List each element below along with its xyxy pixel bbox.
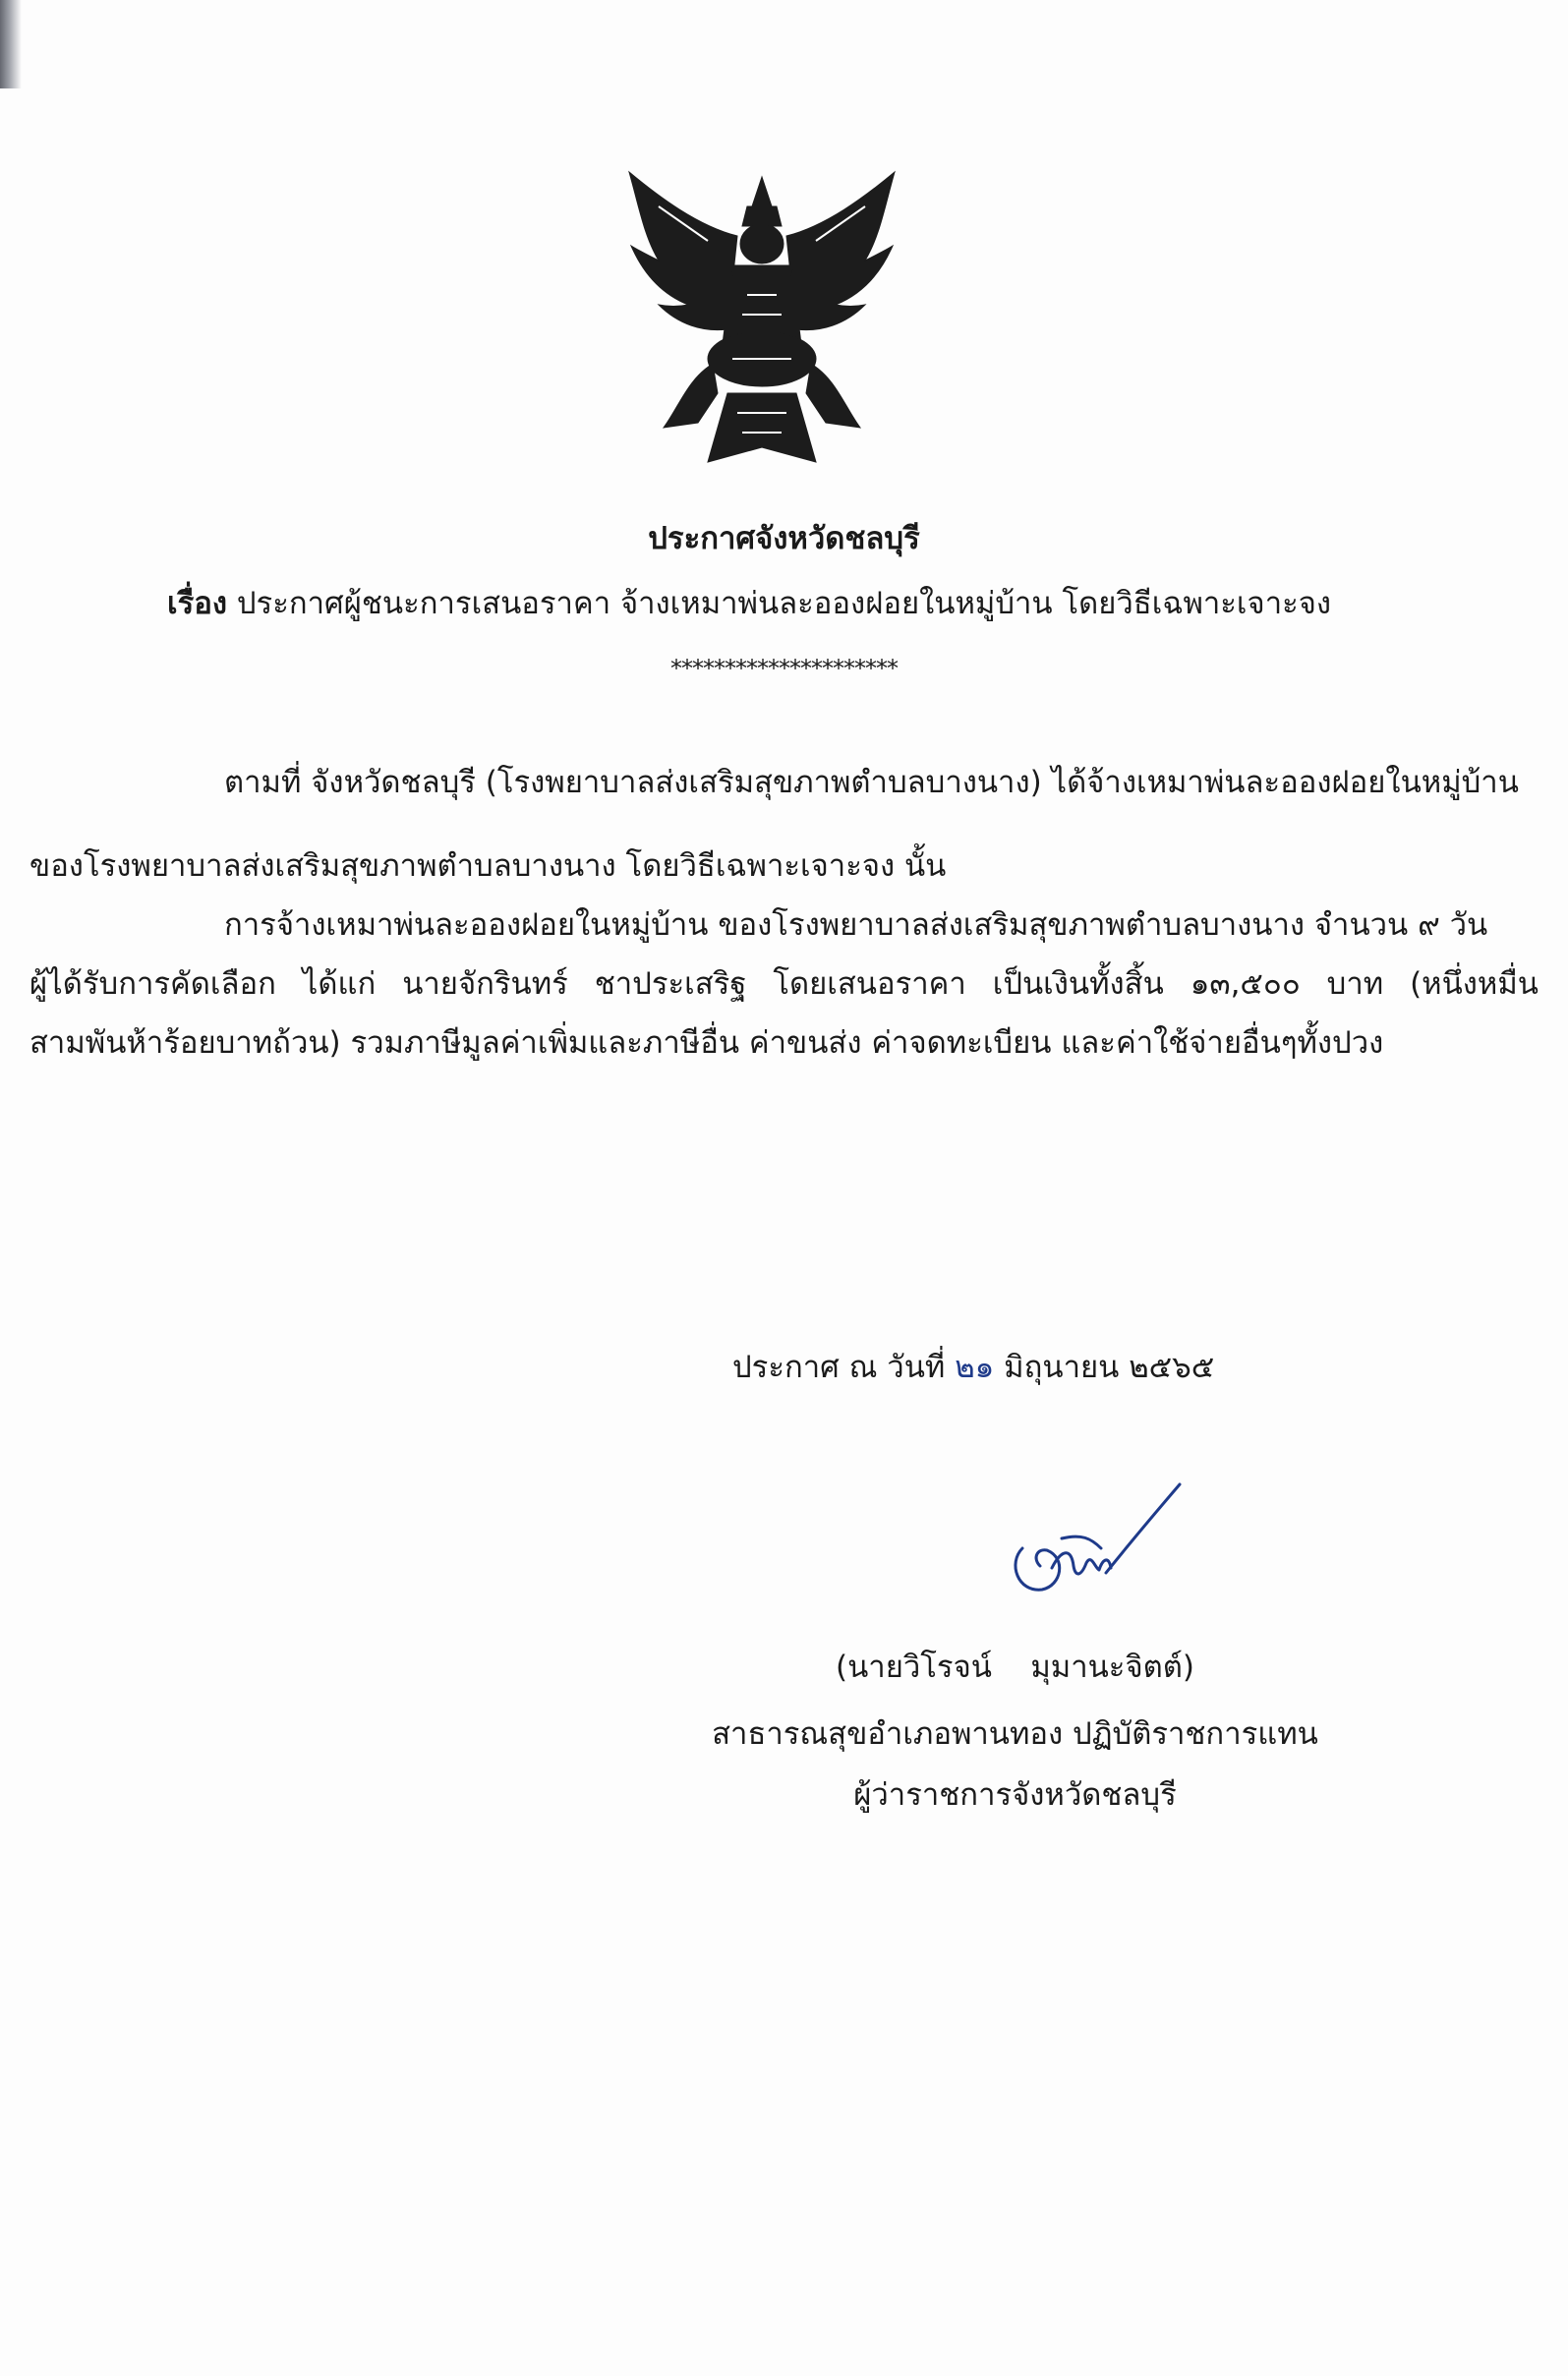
subject-text: ประกาศผู้ชนะการเสนอราคา จ้างเหมาพ่นละอองฝอยในหมู่บ้าน โดยวิธีเฉพาะเจาะจง [227,586,1332,621]
paragraph1-line2: ของโรงพยาบาลส่งเสริมสุขภาพตำบลบางนาง โดยวิธีเฉพาะเจาะจง นั้น [29,848,947,884]
announcement-day: ๒๑ [955,1350,995,1385]
scan-edge-shadow [0,0,22,88]
signatory-position-line1: สาธารณสุขอำเภอพานทอง ปฏิบัติราชการแทน [712,1716,1318,1752]
signatory-position-line2: ผู้ว่าราชการจังหวัดชลบุรี [853,1777,1177,1813]
paragraph2-line2: ผู้ได้รับการคัดเลือก ได้แก่ นายจักรินทร์ ชาประเสริฐ โดยเสนอราคา เป็นเงินทั้งสิ้น ๑๓,๕๐๐ บาท (หนึ่งหมื่น [29,966,1539,1002]
separator-line: ********************* [670,655,898,682]
announcement-suffix: มิถุนายน ๒๕๖๕ [994,1350,1215,1385]
paragraph2-line1: การจ้างเหมาพ่นละอองฝอยในหมู่บ้าน ของโรงพยาบาลส่งเสริมสุขภาพตำบลบางนาง จำนวน ๙ วัน [224,907,1488,943]
subject-label: เรื่อง [167,586,228,621]
garuda-emblem-icon [619,167,904,472]
announcement-date [732,1342,1214,1391]
paragraph1-line1: ตามที่ จังหวัดชลบุรี (โรงพยาบาลส่งเสริมสุขภาพตำบลบางนาง) ได้จ้างเหมาพ่นละอองฝอยในหมู่บ้าน [224,765,1519,800]
paragraph2-line3: สามพันห้าร้อยบาทถ้วน) รวมภาษีมูลค่าเพิ่มและภาษีอื่น ค่าขนส่ง ค่าจดทะเบียน และค่าใช้จ่ายอื่นๆทั้งปวง [29,1025,1384,1061]
document-title: ประกาศจังหวัดชลบุรี [648,521,920,556]
announcement-prefix: ประกาศ ณ วันที่ [732,1350,956,1385]
signatory-name: (นายวิโรจน์ มุมานะจิตต์) [836,1650,1194,1685]
handwritten-signature-icon [993,1479,1190,1617]
subject-line [167,578,1331,627]
